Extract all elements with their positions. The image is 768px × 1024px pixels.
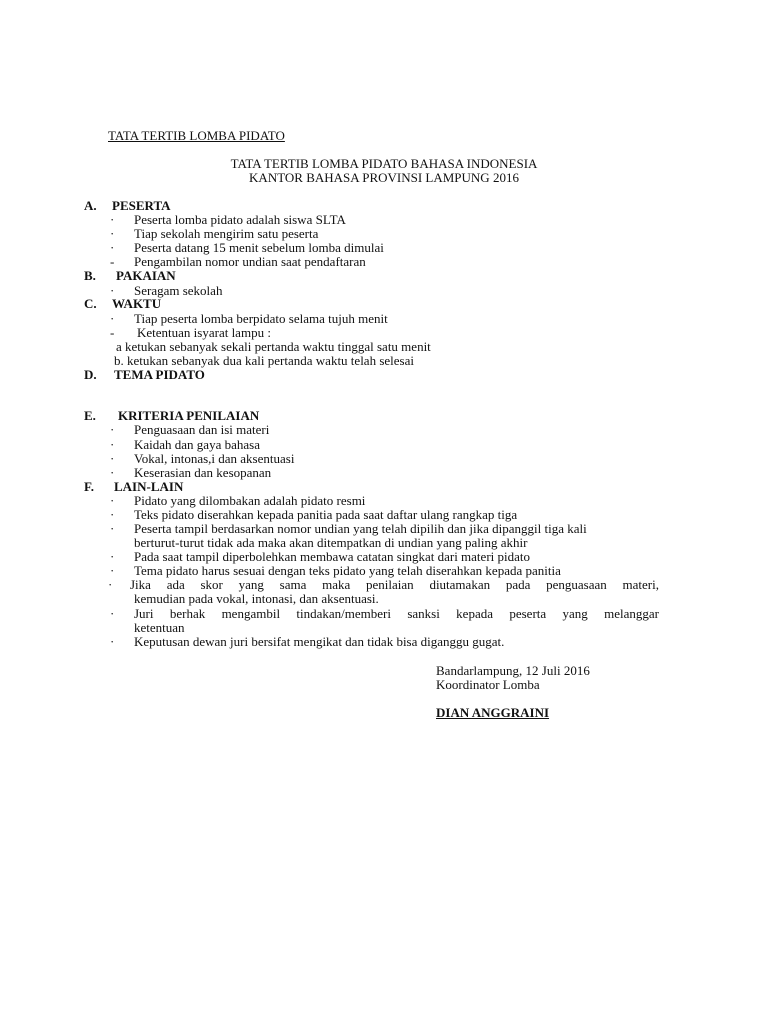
list-item-continuation: ketentuan xyxy=(134,620,185,635)
bullet: · xyxy=(110,521,115,536)
sub-item-a: a ketukan sebanyak sekali pertanda waktu tinggal satu menit xyxy=(116,339,431,354)
section-title: TEMA PIDATO xyxy=(114,367,205,382)
bullet: · xyxy=(110,422,115,437)
bullet: · xyxy=(110,507,115,522)
list-item: Peserta tampil berdasarkan nomor undian yang telah dipilih dan jika dipanggil tiga kali xyxy=(134,521,587,536)
list-item: Tiap sekolah mengirim satu peserta xyxy=(134,226,319,241)
bullet: · xyxy=(110,451,115,466)
place-date: Bandarlampung, 12 Juli 2016 xyxy=(436,663,590,678)
bullet: · xyxy=(110,563,115,578)
bullet: · xyxy=(110,311,115,326)
list-item: Pengambilan nomor undian saat pendaftaran xyxy=(134,254,366,269)
heading-line-1: TATA TERTIB LOMBA PIDATO BAHASA INDONESIA xyxy=(230,156,538,171)
list-item-continuation: kemudian pada vokal, intonasi, dan aksentuasi. xyxy=(134,591,379,606)
list-item: Jika ada skor yang sama maka penilaian diutamakan pada penguasaan materi, xyxy=(130,577,659,592)
list-item: Tiap peserta lomba berpidato selama tujuh menit xyxy=(134,311,388,326)
section-title: WAKTU xyxy=(112,296,162,311)
list-item-continuation: berturut-turut tidak ada maka akan ditempatkan di undian yang paling akhir xyxy=(134,535,528,550)
doc-title: TATA TERTIB LOMBA PIDATO xyxy=(108,128,285,143)
section-letter: C. xyxy=(84,296,97,311)
signature-role: Koordinator Lomba xyxy=(436,677,540,692)
list-item: Seragam sekolah xyxy=(134,283,223,298)
bullet: · xyxy=(110,634,115,649)
bullet: · xyxy=(110,226,115,241)
bullet: · xyxy=(110,549,115,564)
list-item: Keserasian dan kesopanan xyxy=(134,465,272,480)
section-letter: D. xyxy=(84,367,97,382)
bullet: · xyxy=(110,493,115,508)
list-item: Ketentuan isyarat lampu : xyxy=(137,325,271,340)
section-title: PESERTA xyxy=(112,198,171,213)
bullet: - xyxy=(110,325,115,340)
section-letter: E. xyxy=(84,408,96,423)
list-item: Teks pidato diserahkan kepada panitia pada saat daftar ulang rangkap tiga xyxy=(134,507,518,522)
bullet: · xyxy=(110,606,115,621)
section-title: PAKAIAN xyxy=(116,268,176,283)
bullet: - xyxy=(110,254,115,269)
section-title: LAIN-LAIN xyxy=(114,479,184,494)
bullet: · xyxy=(110,240,115,255)
bullet: · xyxy=(110,437,115,452)
bullet: · xyxy=(110,212,115,227)
section-letter: F. xyxy=(84,479,94,494)
list-item: Pada saat tampil diperbolehkan membawa catatan singkat dari materi pidato xyxy=(134,549,530,564)
section-letter: B. xyxy=(84,268,96,283)
bullet: · xyxy=(110,465,115,480)
bullet: · xyxy=(108,577,113,592)
heading-line-2: KANTOR BAHASA PROVINSI LAMPUNG 2016 xyxy=(249,170,519,185)
section-letter: A. xyxy=(84,198,97,213)
list-item: Kaidah dan gaya bahasa xyxy=(134,437,260,452)
section-title: KRITERIA PENILAIAN xyxy=(118,408,260,423)
list-item: Vokal, intonas,i dan aksentuasi xyxy=(134,451,295,466)
sub-item-b: b. ketukan sebanyak dua kali pertanda waktu telah selesai xyxy=(114,353,414,368)
list-item: Juri berhak mengambil tindakan/memberi sanksi kepada peserta yang melanggar xyxy=(134,606,659,621)
signature-name: DIAN ANGGRAINI xyxy=(436,705,550,720)
bullet: · xyxy=(110,283,115,298)
list-item: Penguasaan dan isi materi xyxy=(134,422,270,437)
list-item: Pidato yang dilombakan adalah pidato resmi xyxy=(134,493,366,508)
list-item: Peserta datang 15 menit sebelum lomba dimulai xyxy=(134,240,384,255)
list-item: Peserta lomba pidato adalah siswa SLTA xyxy=(134,212,346,227)
list-item: Keputusan dewan juri bersifat mengikat dan tidak bisa diganggu gugat. xyxy=(134,634,505,649)
list-item: Tema pidato harus sesuai dengan teks pidato yang telah diserahkan kepada panitia xyxy=(134,563,561,578)
